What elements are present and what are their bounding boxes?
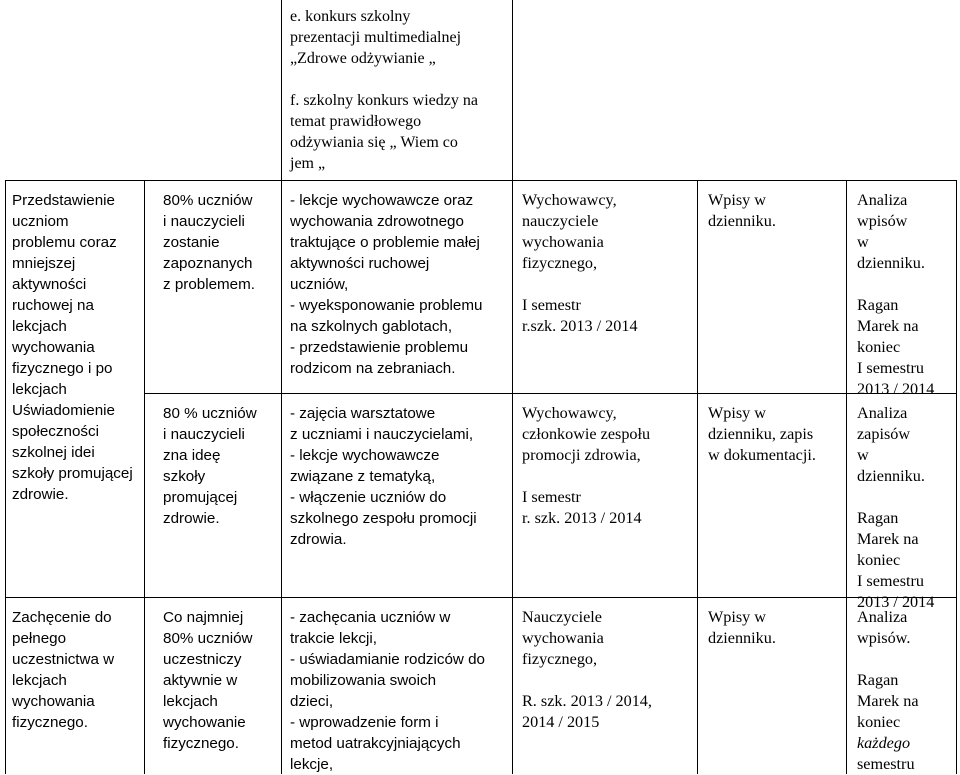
row2-tasks: - zajęcia warsztatowe z uczniami i nauczycielami, - lekcje wychowawcze związane z tematyką, - włączenie uczniów do szkolnego zespołu promocji zdrowia. — [290, 405, 477, 548]
row3-verification: Wpisy w dzienniku. — [708, 608, 776, 647]
item-f-text: f. szkolny konkurs wiedzy na temat prawidłowego odżywiania się „ Wiem co jem „ — [290, 92, 478, 172]
table-border-row2 — [5, 597, 957, 598]
row3-evaluation-text: Analiza wpisów. Ragan Marek na koniec — [857, 608, 919, 731]
row1-criterion: 80% uczniów i nauczycieli zostanie zapoznanych z problemem. — [163, 192, 256, 293]
row2-evaluation: Analiza zapisów w dzienniku. Ragan Marek na koniec I semestru 2013 / 2014 — [857, 404, 935, 611]
row2-criterion: 80 % uczniów i nauczycieli zna ideę szkoły promującej zdrowie. — [163, 405, 257, 527]
row1-verification: Wpisy w dzienniku. — [708, 191, 776, 230]
row2-verification: Wpisy w dzienniku, zapis w dokumentacji. — [708, 404, 816, 464]
row3-problem: Zachęcenie do pełnego uczestnictwa w lekcjach wychowania fizycznego. — [12, 609, 115, 731]
row3-responsible: Nauczyciele wychowania fizycznego, R. szk. 2013 / 2014, 2014 / 2015 — [522, 608, 652, 731]
table-border-col5 — [846, 180, 847, 774]
row3-evaluation — [857, 607, 956, 775]
row3-tasks: - zachęcania uczniów w trakcie lekcji, - uświadamianie rodziców do mobilizowania swoich dzieci, - wprowadzenie form i metod uatrakcyjniających lekcje, — [290, 609, 485, 773]
table-border-col2 — [281, 0, 282, 774]
item-e-text: e. konkurs szkolny prezentacji multimedialnej „Zdrowe odżywianie „ — [290, 8, 462, 67]
row3-criterion: Co najmniej 80% uczniów uczestniczy aktywnie w lekcjach wychowanie fizycznego. — [163, 609, 253, 752]
table-border-col4 — [697, 180, 698, 774]
row1-evaluation: Analiza wpisów w dzienniku. Ragan Marek na koniec I semestru 2013 / 2014 — [857, 191, 935, 398]
row3-evaluation-italic: każdego — [857, 734, 911, 752]
row2-responsible: Wychowawcy, członkowie zespołu promocji zdrowia, I semestr r. szk. 2013 / 2014 — [522, 404, 651, 527]
table-border-col1 — [144, 180, 145, 774]
table-border-left — [5, 180, 6, 774]
row1-problem: Przedstawienie uczniom problemu coraz mniejszej aktywności ruchowej na lekcjach wychowania fizycznego i po lekcjach Uświadomienie społeczności szkolnej idei szkoły promującej zdrowie. — [12, 192, 133, 503]
row1-responsible: Wychowawcy, nauczyciele wychowania fizycznego, I semestr r.szk. 2013 / 2014 — [522, 191, 638, 335]
row1-tasks: - lekcje wychowawcze oraz wychowania zdrowotnego traktujące o problemie małej aktywności ruchowej uczniów, - wyeksponowanie problemu na szkolnych gablotach, - przedstawienie problemu rodzicom na zebraniach. — [290, 192, 483, 377]
table-border-row1 — [144, 393, 957, 394]
row3-evaluation-tail: semestru — [857, 755, 915, 773]
top-cell — [290, 6, 520, 174]
table-border-header — [5, 180, 957, 181]
table-border-right — [956, 180, 957, 774]
